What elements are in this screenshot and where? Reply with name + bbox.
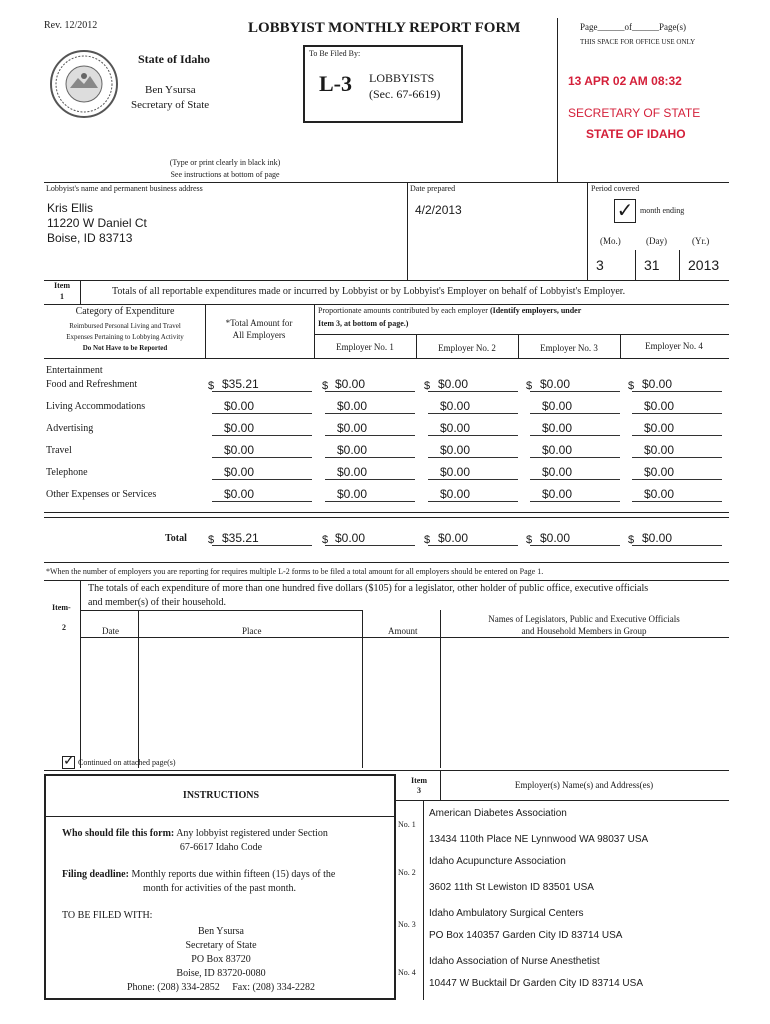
office-use-divider bbox=[557, 18, 558, 183]
item2-heading-1: The totals of each expenditure of more than one hundred five dollars ($105) for a legislator, other holder of public office, executive officials bbox=[88, 583, 649, 594]
expense-category-label: Telephone bbox=[46, 467, 88, 478]
amount-underline bbox=[428, 413, 518, 414]
rule bbox=[362, 610, 363, 768]
expense-category-label: Living Accommodations bbox=[46, 401, 146, 412]
rule bbox=[205, 304, 206, 358]
received-stamp-office: SECRETARY OF STATE bbox=[568, 106, 701, 120]
amount-underline bbox=[530, 501, 620, 502]
employer-amount-cell[interactable]: $0.00 bbox=[540, 377, 571, 391]
item3-number: 3 bbox=[417, 786, 421, 795]
currency-symbol: $ bbox=[526, 380, 533, 392]
received-stamp-state: STATE OF IDAHO bbox=[586, 127, 686, 141]
rule bbox=[44, 580, 729, 581]
amount-underline bbox=[325, 413, 415, 414]
mo-label: (Mo.) bbox=[600, 236, 621, 246]
amount-underline bbox=[632, 479, 722, 480]
employer-amount-cell[interactable]: $0.00 bbox=[644, 421, 675, 435]
item3-header: Employer(s) Name(s) and Address(es) bbox=[514, 780, 654, 790]
rule bbox=[80, 610, 362, 611]
rule bbox=[416, 334, 417, 358]
amount-underline bbox=[212, 545, 312, 546]
filed-with-label: TO BE FILED WITH: bbox=[62, 910, 153, 921]
rule bbox=[44, 562, 729, 563]
item2-label: Item- bbox=[52, 603, 71, 612]
currency-symbol: $ bbox=[208, 534, 215, 546]
amount-underline bbox=[325, 479, 415, 480]
employer-amount-cell[interactable]: $0.00 bbox=[542, 399, 573, 413]
form-code: L-3 bbox=[319, 71, 352, 96]
rule bbox=[314, 334, 729, 335]
rule bbox=[679, 250, 680, 280]
rule bbox=[138, 610, 139, 768]
received-stamp-date: 13 APR 02 AM 08:32 bbox=[568, 74, 682, 88]
total-amount-cell[interactable]: $0.00 bbox=[224, 399, 255, 413]
employer-amount-cell[interactable]: $0.00 bbox=[438, 377, 469, 391]
employer-total-cell[interactable]: $0.00 bbox=[438, 531, 469, 545]
continued-label: Continued on attached page(s) bbox=[78, 758, 176, 767]
date-column-header: Date bbox=[102, 626, 119, 636]
amount-underline bbox=[530, 435, 620, 436]
rule bbox=[620, 334, 621, 358]
proportionate-note-2: Item 3, at bottom of page.) bbox=[318, 319, 409, 328]
secretary-name: Ben Ysursa bbox=[145, 84, 196, 96]
state-seal-icon bbox=[50, 50, 118, 118]
employer-amount-cell[interactable]: $0.00 bbox=[440, 421, 471, 435]
amount-underline bbox=[325, 501, 415, 502]
employer-number: No. 2 bbox=[398, 868, 416, 877]
currency-symbol: $ bbox=[628, 534, 635, 546]
category-note-2: Expenses Pertaining to Lobbying Activity bbox=[66, 333, 184, 341]
instructions-note: See instructions at bottom of page bbox=[170, 170, 280, 179]
rule bbox=[44, 770, 729, 771]
rule bbox=[396, 800, 729, 801]
amount-underline bbox=[428, 479, 518, 480]
date-prepared-label: Date prepared bbox=[410, 184, 456, 193]
total-amount-header-2: All Employers bbox=[232, 330, 286, 340]
amount-column-header: Amount bbox=[388, 626, 418, 636]
employer-total-cell[interactable]: $0.00 bbox=[642, 531, 673, 545]
employer-number: No. 3 bbox=[398, 920, 416, 929]
filed-with-phone: Phone: (208) 334-2852 Fax: (208) 334-2282 bbox=[126, 982, 316, 993]
state-name: State of Idaho bbox=[138, 52, 211, 66]
period-year[interactable]: 2013 bbox=[688, 257, 720, 273]
period-label: Period covered bbox=[591, 184, 640, 193]
total-label: Total bbox=[165, 533, 187, 544]
employer-name[interactable]: Idaho Association of Nurse Anesthetist bbox=[429, 956, 600, 967]
rule bbox=[440, 610, 441, 768]
rule bbox=[423, 800, 424, 1000]
amount-underline bbox=[212, 457, 312, 458]
item1-label: Item bbox=[54, 281, 70, 290]
employer-amount-cell[interactable]: $0.00 bbox=[644, 465, 675, 479]
rule bbox=[635, 250, 636, 280]
amount-underline bbox=[632, 457, 722, 458]
employer-number: No. 1 bbox=[398, 820, 416, 829]
filed-by-box bbox=[303, 45, 463, 123]
instructions-title: INSTRUCTIONS bbox=[182, 790, 260, 801]
employer-name[interactable]: American Diabetes Association bbox=[429, 808, 567, 819]
print-note: (Type or print clearly in black ink) bbox=[169, 158, 281, 167]
rule bbox=[44, 358, 729, 359]
place-column-header: Place bbox=[242, 626, 262, 636]
employer-amount-cell[interactable]: $0.00 bbox=[440, 487, 471, 501]
rule bbox=[44, 182, 729, 183]
amount-underline bbox=[632, 545, 722, 546]
expense-category-label: Travel bbox=[46, 445, 72, 456]
amount-underline bbox=[530, 457, 620, 458]
employer-name[interactable]: Idaho Acupuncture Association bbox=[429, 856, 566, 867]
day-label: (Day) bbox=[646, 236, 667, 246]
employer-header: Employer No. 4 bbox=[645, 341, 703, 351]
employer-total-cell[interactable]: $0.00 bbox=[540, 531, 571, 545]
currency-symbol: $ bbox=[424, 534, 431, 546]
employer-amount-cell[interactable]: $0.00 bbox=[542, 465, 573, 479]
amount-underline bbox=[325, 391, 415, 392]
employer-amount-cell[interactable]: $0.00 bbox=[337, 487, 368, 501]
employer-amount-cell[interactable]: $0.00 bbox=[440, 465, 471, 479]
employer-amount-cell[interactable]: $0.00 bbox=[337, 465, 368, 479]
filed-with-address-4: Boise, ID 83720-0080 bbox=[176, 968, 266, 979]
currency-symbol: $ bbox=[424, 380, 431, 392]
employer-amount-cell[interactable]: $0.00 bbox=[644, 399, 675, 413]
employer-amount-cell[interactable]: $0.00 bbox=[542, 487, 573, 501]
amount-underline bbox=[632, 391, 722, 392]
filing-deadline-2: month for activities of the past month. bbox=[143, 883, 297, 894]
rule bbox=[80, 280, 81, 304]
employer-amount-cell[interactable]: $0.00 bbox=[335, 377, 366, 391]
amount-underline bbox=[212, 501, 312, 502]
amount-underline bbox=[530, 391, 620, 392]
lobbyist-city[interactable]: Boise, ID 83713 bbox=[47, 231, 133, 245]
period-month[interactable]: 3 bbox=[596, 257, 604, 273]
expense-category-label: Advertising bbox=[46, 423, 94, 434]
lobbyist-name[interactable]: Kris Ellis bbox=[47, 201, 94, 215]
rule bbox=[44, 512, 729, 513]
total-amount-cell[interactable]: $0.00 bbox=[224, 465, 255, 479]
instructions-box bbox=[44, 774, 396, 1000]
office-use-note: THIS SPACE FOR OFFICE USE ONLY bbox=[580, 38, 696, 46]
names-column-header-2: and Household Members in Group bbox=[521, 626, 647, 636]
employer-amount-cell[interactable]: $0.00 bbox=[644, 487, 675, 501]
amount-underline bbox=[212, 435, 312, 436]
total-amount-cell[interactable]: $35.21 bbox=[222, 377, 259, 391]
amount-underline bbox=[212, 479, 312, 480]
employer-address[interactable]: PO Box 140357 Garden City ID 83714 USA bbox=[429, 930, 623, 941]
item1-number: 1 bbox=[60, 292, 64, 301]
amount-underline bbox=[632, 413, 722, 414]
rule bbox=[407, 182, 408, 280]
secretary-title: Secretary of State bbox=[131, 99, 210, 111]
form-type: LOBBYISTS bbox=[369, 71, 435, 85]
employer-amount-cell[interactable]: $0.00 bbox=[542, 443, 573, 457]
amount-underline bbox=[325, 435, 415, 436]
item1-heading: Totals of all reportable expenditures made or incurred by Lobbyist or by Lobbyist's Employer on behalf of Lobbyist's Employer. bbox=[112, 286, 626, 297]
item2-number: 2 bbox=[62, 623, 66, 632]
rule bbox=[46, 816, 394, 817]
expense-category-label: Other Expenses or Services bbox=[46, 489, 157, 500]
employer-amount-cell[interactable]: $0.00 bbox=[644, 443, 675, 457]
employer-name[interactable]: Idaho Ambulatory Surgical Centers bbox=[429, 908, 584, 919]
rule bbox=[80, 580, 81, 768]
amount-underline bbox=[428, 435, 518, 436]
rule bbox=[518, 334, 519, 358]
amount-underline bbox=[530, 479, 620, 480]
grand-total-cell[interactable]: $35.21 bbox=[222, 531, 259, 545]
employer-amount-cell[interactable]: $0.00 bbox=[440, 399, 471, 413]
rule bbox=[44, 517, 729, 518]
amount-underline bbox=[212, 391, 312, 392]
amount-underline bbox=[428, 391, 518, 392]
amount-underline bbox=[632, 501, 722, 502]
amount-underline bbox=[530, 545, 620, 546]
employer-total-cell[interactable]: $0.00 bbox=[335, 531, 366, 545]
amount-underline bbox=[325, 545, 415, 546]
amount-underline bbox=[428, 545, 518, 546]
category-note-1: Reimbursed Personal Living and Travel bbox=[69, 322, 181, 330]
rule bbox=[44, 304, 729, 305]
currency-symbol: $ bbox=[322, 534, 329, 546]
month-ending-checkbox[interactable]: ✓ bbox=[614, 199, 636, 223]
who-should-file: Who should file this form: Any lobbyist registered under Section bbox=[62, 828, 328, 839]
rule bbox=[587, 182, 588, 280]
amount-underline bbox=[530, 413, 620, 414]
rule bbox=[80, 637, 729, 638]
employer-amount-cell[interactable]: $0.00 bbox=[337, 421, 368, 435]
employer-address[interactable]: 13434 110th Place NE Lynnwood WA 98037 USA bbox=[429, 834, 649, 845]
employer-header: Employer No. 2 bbox=[438, 343, 496, 353]
amount-underline bbox=[325, 457, 415, 458]
currency-symbol: $ bbox=[208, 380, 215, 392]
employer-header: Employer No. 3 bbox=[540, 343, 598, 353]
names-column-header-1: Names of Legislators, Public and Executive Officials bbox=[488, 614, 680, 624]
item3-label: Item bbox=[411, 776, 427, 785]
amount-underline bbox=[632, 435, 722, 436]
entertainment-label: Entertainment bbox=[46, 365, 103, 376]
date-prepared-value[interactable]: 4/2/2013 bbox=[415, 203, 462, 217]
total-amount-header-1: *Total Amount for bbox=[225, 318, 293, 328]
amount-underline bbox=[428, 501, 518, 502]
employer-amount-cell[interactable]: $0.00 bbox=[337, 399, 368, 413]
rule bbox=[44, 280, 729, 281]
employer-header: Employer No. 1 bbox=[336, 342, 394, 352]
proportionate-note: Proportionate amounts contributed by each employer (Identify employers, under bbox=[318, 306, 582, 315]
continued-checkbox[interactable]: ✓ bbox=[63, 754, 75, 769]
currency-symbol: $ bbox=[526, 534, 533, 546]
amount-underline bbox=[212, 413, 312, 414]
month-ending-label: month ending bbox=[640, 206, 685, 215]
lobbyist-label: Lobbyist's name and permanent business address bbox=[46, 184, 203, 193]
category-header: Category of Expenditure bbox=[75, 306, 175, 317]
currency-symbol: $ bbox=[628, 380, 635, 392]
filed-with-address-2: Secretary of State bbox=[185, 940, 257, 951]
category-note-3: Do Not Have to be Reported bbox=[82, 344, 168, 352]
amount-underline bbox=[428, 457, 518, 458]
period-day[interactable]: 31 bbox=[644, 257, 660, 273]
yr-label: (Yr.) bbox=[692, 236, 710, 246]
employer-number: No. 4 bbox=[398, 968, 416, 977]
filed-with-address-1: Ben Ysursa bbox=[197, 926, 244, 937]
item2-heading-2: and member(s) of their household. bbox=[88, 597, 227, 608]
employer-address[interactable]: 10447 W Bucktail Dr Garden City ID 83714 USA bbox=[429, 978, 643, 989]
form-title: LOBBYIST MONTHLY REPORT FORM bbox=[248, 20, 521, 36]
employer-amount-cell[interactable]: $0.00 bbox=[542, 421, 573, 435]
employer-amount-cell[interactable]: $0.00 bbox=[337, 443, 368, 457]
filed-by-label: To Be Filed By: bbox=[309, 49, 361, 58]
employer-address[interactable]: 3602 11th St Lewiston ID 83501 USA bbox=[429, 882, 594, 893]
employer-amount-cell[interactable]: $0.00 bbox=[440, 443, 471, 457]
employer-amount-cell[interactable]: $0.00 bbox=[642, 377, 673, 391]
expense-category-label: Food and Refreshment bbox=[46, 379, 138, 390]
total-amount-cell[interactable]: $0.00 bbox=[224, 443, 255, 457]
filed-with-address-3: PO Box 83720 bbox=[191, 954, 251, 965]
total-amount-cell[interactable]: $0.00 bbox=[224, 421, 255, 435]
page-count[interactable]: Page______of______Page(s) bbox=[580, 22, 686, 32]
revision: Rev. 12/2012 bbox=[44, 20, 98, 31]
filing-deadline: Filing deadline: Monthly reports due within fifteen (15) days of the bbox=[62, 869, 336, 880]
total-amount-cell[interactable]: $0.00 bbox=[224, 487, 255, 501]
currency-symbol: $ bbox=[322, 380, 329, 392]
item1-footnote: *When the number of employers you are reporting for requires multiple L-2 forms to be filed a total amount for all employers should be entered on Page 1. bbox=[46, 567, 544, 576]
who-should-file-2: 67-6617 Idaho Code bbox=[179, 842, 263, 853]
lobbyist-street[interactable]: 11220 W Daniel Ct bbox=[47, 216, 147, 230]
form-section: (Sec. 67-6619) bbox=[369, 87, 441, 101]
